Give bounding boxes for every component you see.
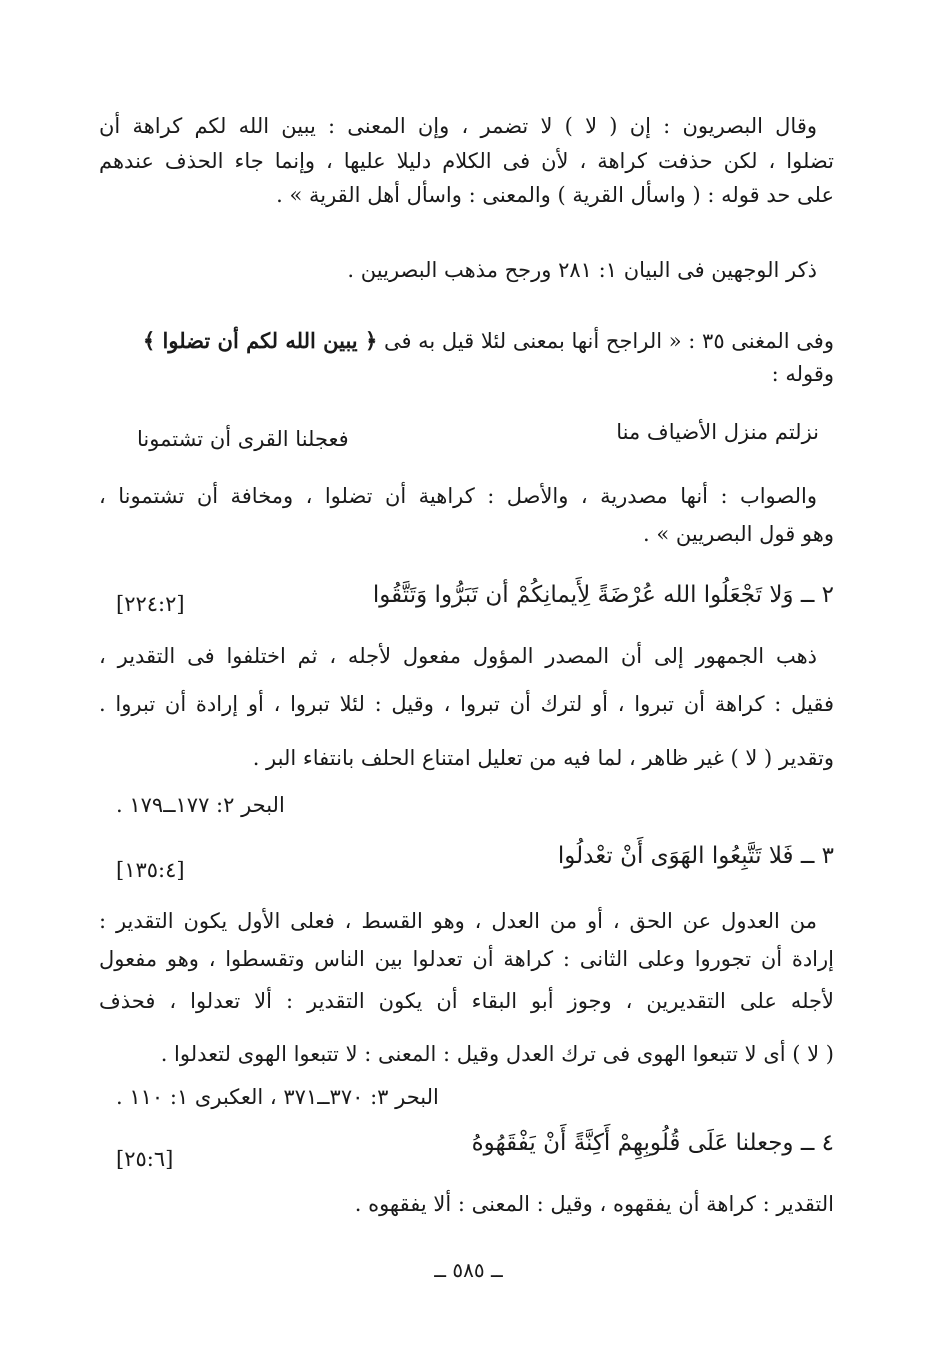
verse-hemistich-first: نزلتم منزل الأضياف منا: [616, 420, 819, 444]
text-line: ذكر الوجهين فى البيان ١: ٢٨١ ورجح مذهب البصريين .: [347, 258, 817, 282]
verse-heading: ٤ ــ وجعلنا عَلَى قُلُوبِهِمْ أَكِنَّةً أَنْ يَفْقَهُوهُ: [471, 1130, 834, 1156]
source-citation: البحر ٢: ١٧٧ــ١٧٩ .: [116, 793, 285, 817]
verse-heading: ٢ ــ وَلا تَجْعَلُوا الله عُرْضَةً لِأَيمانِكُمْ أن تَبَرُّوا وَتَتَّقُوا: [372, 582, 834, 608]
verse-hemistich-second: فعجلنا القرى أن تشتمونا: [137, 427, 349, 451]
text-line: والصواب : أنها مصدرية ، والأصل : كراهية أن تضلوا ، ومخافة أن تشتمونا ،: [99, 484, 817, 508]
text-line: من العدول عن الحق ، أو من العدل ، وهو القسط ، فعلى الأول يكون التقدير :: [99, 909, 817, 933]
text-line: لأجله على التقديرين ، وجوز أبو البقاء أن يكون التقدير : ألا تعدلوا ، فحذف: [99, 989, 834, 1013]
text-line: ( لا ) أى لا تتبعوا الهوى فى ترك العدل وقيل : المعنى : لا تتبعوا الهوى لتعدلوا .: [160, 1042, 834, 1066]
text-line: وقوله :: [771, 362, 834, 386]
text-line: تضلوا ، لكن حذفت كراهة ، لأن فى الكلام دليلا عليها ، وإنما جاء الحذف عندهم: [99, 149, 834, 173]
text-line: التقدير : كراهة أن يفقهوه ، وقيل : المعنى : ألا يفقهوه .: [354, 1192, 834, 1216]
text-line: وهو قول البصريين » .: [643, 522, 834, 546]
text-line: إرادة أن تجوروا وعلى الثانى : كراهة أن تعدلوا بين الناس وتقسطوا ، وهو مفعول: [99, 947, 834, 971]
page-number: ــ ٥٨٥ ــ: [434, 1258, 503, 1282]
text-line: ذهب الجمهور إلى أن المصدر المؤول مفعول لأجله ، ثم اختلفوا فى التقدير ،: [99, 644, 817, 668]
verse-reference: [٢٥:٦]: [116, 1147, 174, 1171]
source-citation: البحر ٣: ٣٧٠ــ٣٧١ ، العكبرى ١: ١١٠ .: [116, 1085, 439, 1109]
verse-heading: ٣ ــ فَلا تَتَّبِعُوا الهَوَى أَنْ تعْدلُوا: [557, 843, 834, 869]
quran-quote: ﴿ يبين الله لكم أن تضلوا ﴾: [142, 328, 378, 353]
text-line: فقيل : كراهة أن تبروا ، أو لترك أن تبروا ، وقيل : لئلا تبروا ، أو إرادة أن تبروا .: [99, 692, 834, 716]
verse-reference: [١٣٥:٤]: [116, 858, 185, 882]
text-line: وقال البصريون : إن ( لا ) لا تضمر ، وإن المعنى : يبين الله لكم كراهة أن: [99, 114, 817, 138]
verse-reference: [٢٢٤:٢]: [116, 592, 185, 616]
text-line: على حد قوله : ( واسأل القرية ) والمعنى : واسأل أهل القرية » .: [276, 183, 834, 207]
text-line: [99, 325, 834, 357]
text-segment: وفى المغنى ٣٥ : « الراجح أنها بمعنى لئلا قيل به فى: [383, 329, 834, 353]
text-line: وتقدير ( لا ) غير ظاهر ، لما فيه من تعليل امتناع الحلف بانتفاء البر .: [252, 746, 834, 770]
